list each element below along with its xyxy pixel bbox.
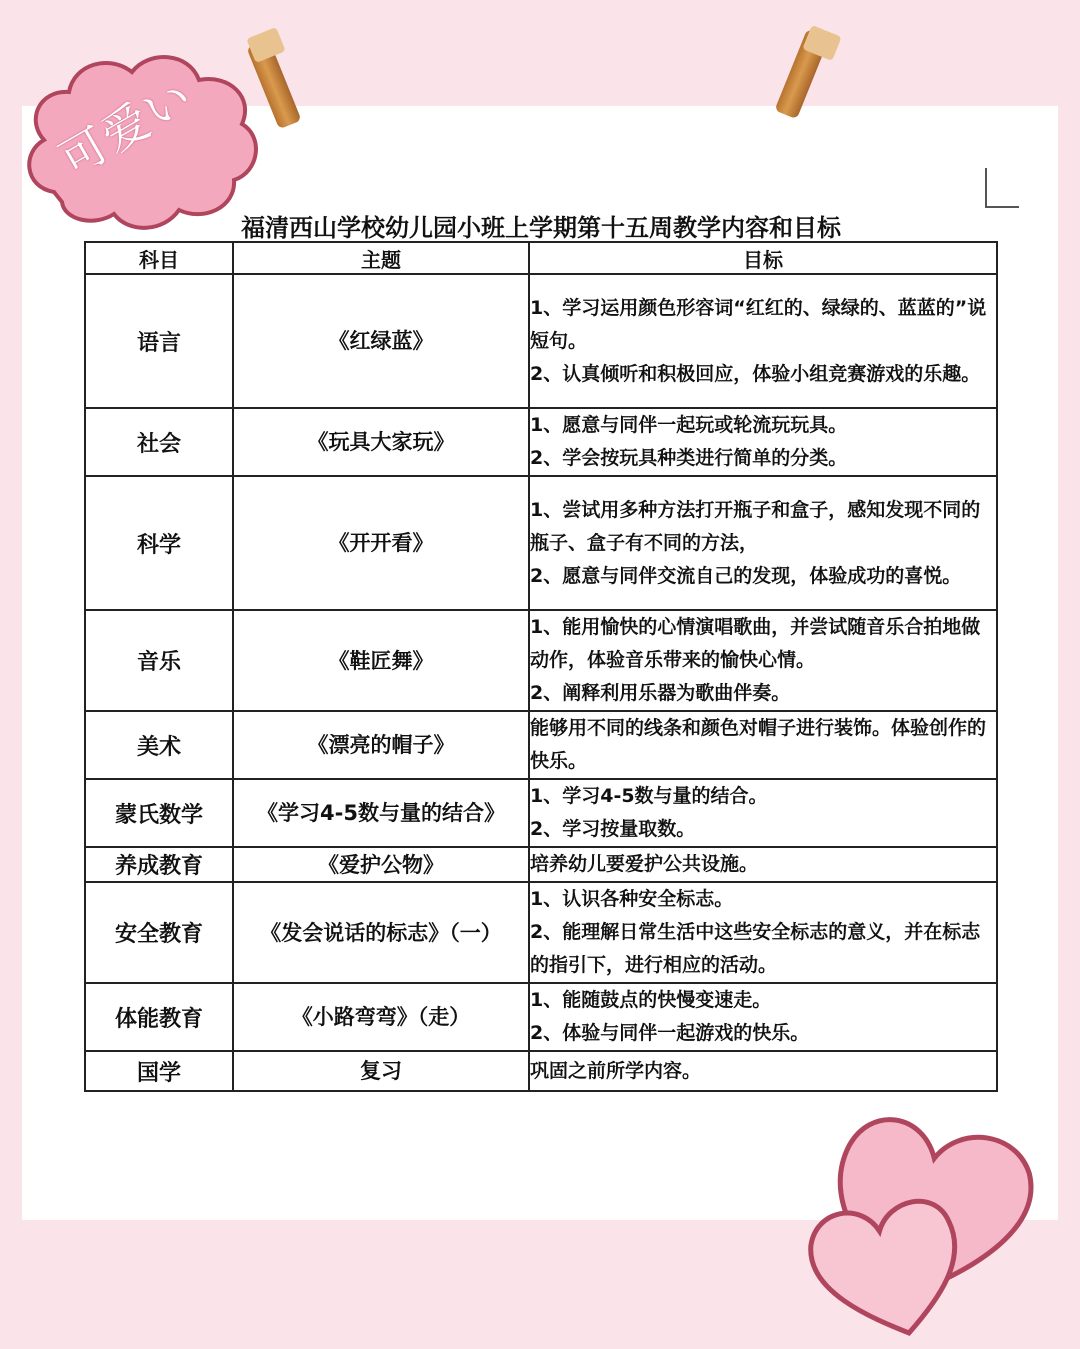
topic-cell: 《玩具大家玩》 — [233, 408, 529, 476]
topic-cell: 《发会说话的标志》（一） — [233, 882, 529, 983]
goal-cell — [529, 711, 997, 779]
subject-cell: 体能教育 — [85, 983, 233, 1051]
goal-line: 1、学习4-5数与量的结合。 — [530, 785, 768, 807]
subject-cell: 美术 — [85, 711, 233, 779]
topic-cell: 《鞋匠舞》 — [233, 610, 529, 711]
goal-line: 2、认真倾听和积极回应，体验小组竞赛游戏的乐趣。 — [530, 362, 981, 385]
table-row — [85, 779, 997, 847]
goal-line: 2、能理解日常生活中这些安全标志的意义，并在标志的指引下，进行相应的活动。 — [530, 921, 981, 976]
goal-line: 2、愿意与同伴交流自己的发现，体验成功的喜悦。 — [530, 564, 962, 587]
goal-line: 2、学会按玩具种类进行简单的分类。 — [530, 447, 848, 469]
goal-line: 巩固之前所学内容。 — [530, 1059, 702, 1082]
goal-cell — [529, 476, 997, 610]
goal-line: 1、尝试用多种方法打开瓶子和盒子，感知发现不同的瓶子、盒子有不同的方法， — [530, 498, 981, 554]
goal-cell — [529, 847, 997, 882]
goal-line: 1、学习运用颜色形容词“红红的、绿绿的、蓝蓝的”说短句。 — [530, 296, 987, 352]
sticker-label: 可爱い — [50, 68, 203, 187]
subject-cell: 安全教育 — [85, 882, 233, 983]
goal-line: 1、能用愉快的心情演唱歌曲，并尝试随音乐合拍地做动作，体验音乐带来的愉快心情。 — [530, 616, 981, 671]
topic-cell: 《红绿蓝》 — [233, 274, 529, 408]
table-row — [85, 408, 997, 476]
goal-line: 2、阐释利用乐器为歌曲伴奏。 — [530, 682, 791, 704]
goal-line: 2、体验与同伴一起游戏的快乐。 — [530, 1022, 810, 1044]
header-goal: 目标 — [529, 242, 997, 274]
topic-cell: 复习 — [233, 1051, 529, 1091]
schedule-table — [84, 241, 998, 1092]
goal-cell — [529, 274, 997, 408]
subject-cell: 养成教育 — [85, 847, 233, 882]
table-header-row — [85, 242, 997, 274]
table-row — [85, 882, 997, 983]
table-row — [85, 476, 997, 610]
goal-cell — [529, 408, 997, 476]
goal-line: 1、愿意与同伴一起玩或轮流玩玩具。 — [530, 414, 848, 436]
goal-line: 培养幼儿要爱护公共设施。 — [530, 853, 759, 875]
goal-line: 2、学习按量取数。 — [530, 818, 696, 840]
hearts-decoration — [780, 1090, 1080, 1349]
goal-line: 1、认识各种安全标志。 — [530, 888, 734, 910]
subject-cell: 社会 — [85, 408, 233, 476]
table-row — [85, 274, 997, 408]
goal-cell — [529, 779, 997, 847]
goal-cell — [529, 882, 997, 983]
goal-cell — [529, 1051, 997, 1091]
subject-cell: 科学 — [85, 476, 233, 610]
table-row — [85, 1051, 997, 1091]
goal-line: 1、能随鼓点的快慢变速走。 — [530, 989, 772, 1011]
topic-cell: 《学习4-5数与量的结合》 — [233, 779, 529, 847]
table-row — [85, 983, 997, 1051]
header-subject: 科目 — [85, 242, 233, 274]
table-row — [85, 847, 997, 882]
header-topic: 主题 — [233, 242, 529, 274]
subject-cell: 音乐 — [85, 610, 233, 711]
topic-cell: 《漂亮的帽子》 — [233, 711, 529, 779]
topic-cell: 《爱护公物》 — [233, 847, 529, 882]
crop-mark — [985, 168, 1019, 208]
document-title: 福清西山学校幼儿园小班上学期第十五周教学内容和目标 — [241, 214, 841, 242]
subject-cell: 国学 — [85, 1051, 233, 1091]
goal-cell — [529, 610, 997, 711]
subject-cell: 语言 — [85, 274, 233, 408]
table-row — [85, 711, 997, 779]
goal-line: 能够用不同的线条和颜色对帽子进行装饰。体验创作的快乐。 — [530, 717, 987, 772]
topic-cell: 《开开看》 — [233, 476, 529, 610]
topic-cell: 《小路弯弯》（走） — [233, 983, 529, 1051]
goal-cell — [529, 983, 997, 1051]
table-row — [85, 610, 997, 711]
subject-cell: 蒙氏数学 — [85, 779, 233, 847]
